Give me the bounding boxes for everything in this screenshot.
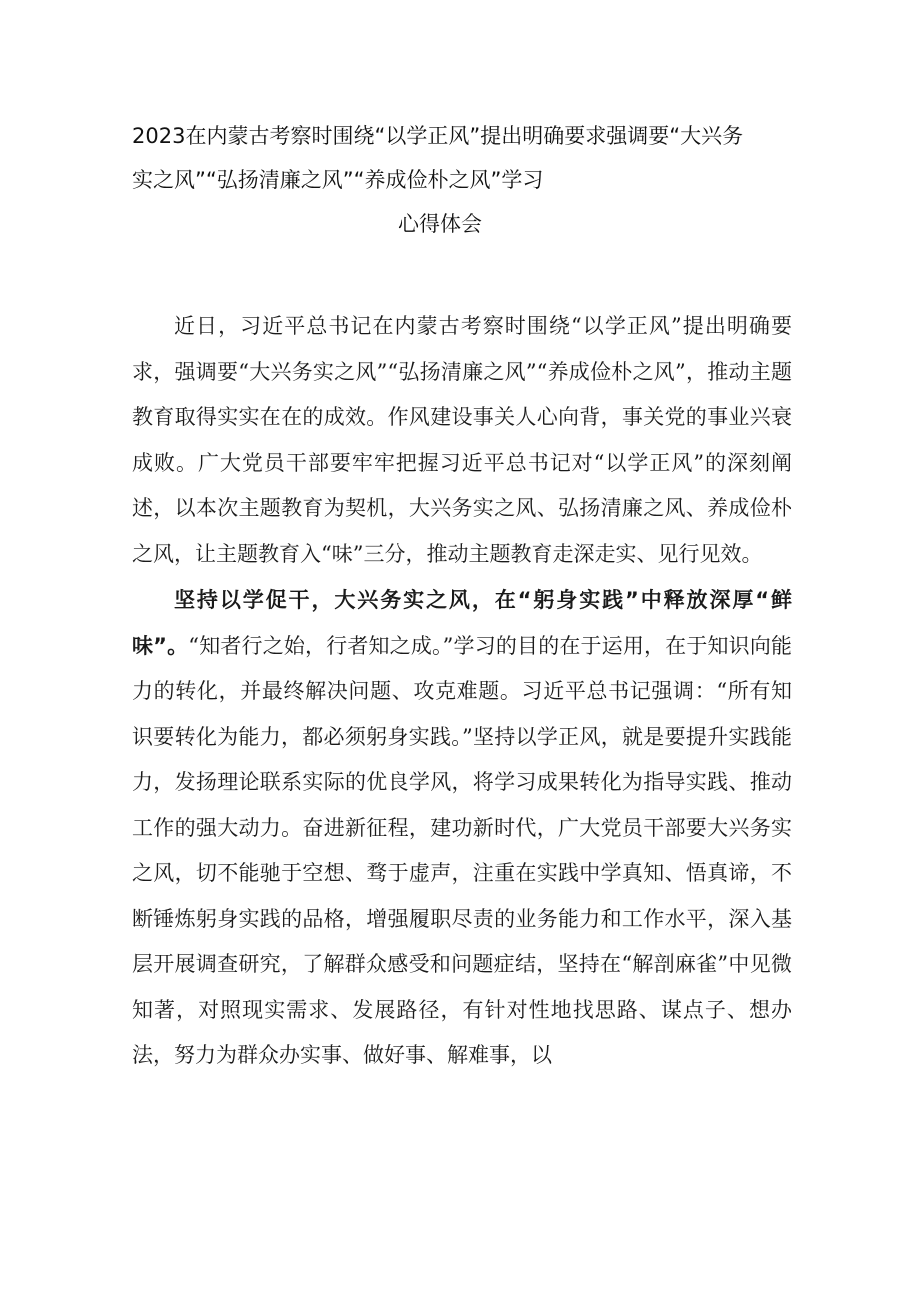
document-body <box>132 304 792 1079</box>
paragraph-intro <box>132 304 792 577</box>
title-line-1: 2023在内蒙古考察时围绕“以学正风”提出明确要求强调要“大兴务 <box>132 124 744 148</box>
title-line-3: 心得体会 <box>398 212 482 236</box>
title-line-2: 实之风”“弘扬清廉之风”“养成俭朴之风”学习 <box>132 168 544 192</box>
paragraph-text: 近日，习近平总书记在内蒙古考察时围绕“以学正风”提出明确要求，强调要“大兴务实之风”“弘扬清廉之风”“养成俭朴之风”，推动主题教育取得实实在在的成效。作风建设事关人心向背，事关党的事业兴衰成败。广大党员干部要牢牢把握习近平总书记对“以学正风”的深刻阐述，以本次主题教育为契机，大兴务实之风、弘扬清廉之风、养成俭朴之风，让主题教育入“味”三分，推动主题教育走深走实、见行见效。 <box>132 314 792 566</box>
paragraph-text: “知者行之始，行者知之成。”学习的目的在于运用，在于知识向能力的转化，并最终解决问题、攻克难题。习近平总书记强调：“所有知识要转化为能力，都必须躬身实践。”坚持以学正风，就是要提升实践能力，发扬理论联系实际的优良学风，将学习成果转化为指导实践、推动工作的强大动力。奋进新征程，建功新时代，广大党员干部要大兴务实之风，切不能驰于空想、骛于虚声，注重在实践中学真知、悟真谛，不断锤炼躬身实践的品格，增强履职尽责的业务能力和工作水平，深入基层开展调查研究，了解群众感受和问题症结，坚持在“解剖麻雀”中见微知著，对照现实需求、发展路径，有针对性地找思路、谋点子、想办法，努力为群众办实事、做好事、解难事，以 <box>132 633 792 1067</box>
document-title <box>132 114 792 246</box>
paragraph-lead: 坚持以学促干，大兴务实之风，在“躬身实践”中释放深厚“鲜味”。 <box>132 588 792 658</box>
paragraph-practice <box>132 578 792 1079</box>
